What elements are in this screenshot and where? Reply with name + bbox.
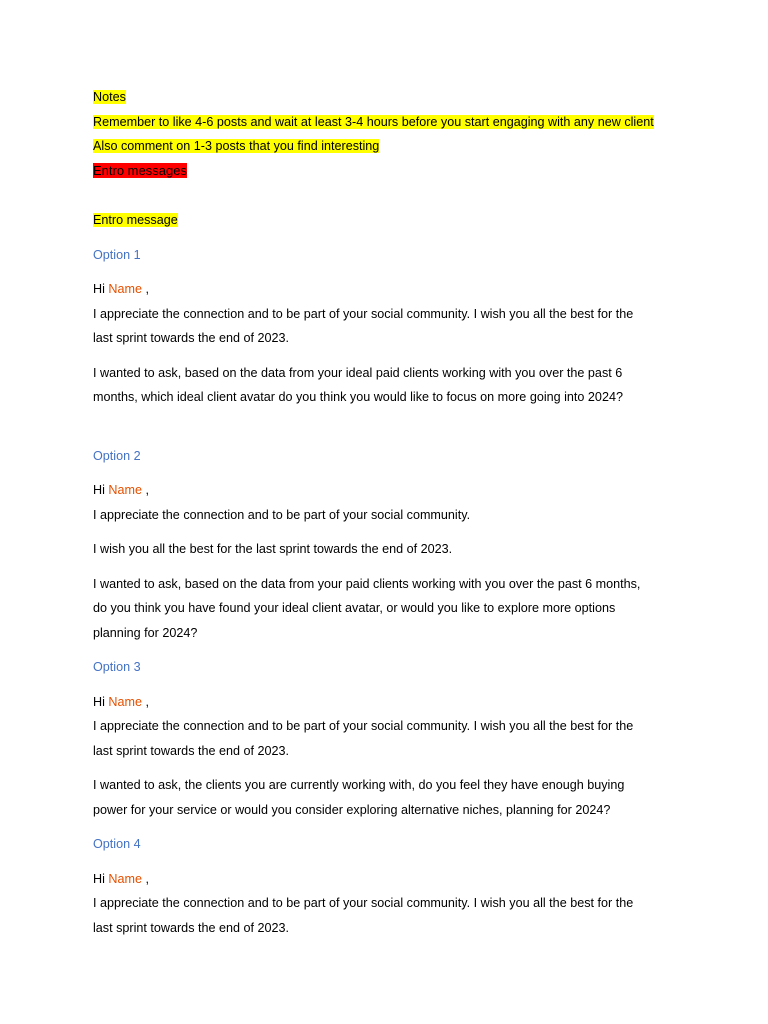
option-2-greeting: Hi Name ,: [93, 483, 149, 497]
document-page: [93, 85, 693, 940]
option-2-body-line: I appreciate the connection and to be part of your social community.: [93, 507, 471, 522]
option-3-greeting: Hi Name ,: [93, 694, 149, 709]
recipient-name-placeholder: Name: [108, 483, 142, 497]
option-1-greeting: Hi Name ,: [93, 282, 149, 296]
notes-heading: Notes: [93, 90, 126, 104]
option-2-question-line: I wanted to ask, based on the data from your paid clients working with you over the past 6 months,: [93, 576, 641, 591]
option-1-question-line: months, which ideal client avatar do you think you would like to focus on more going into 2024?: [93, 390, 623, 404]
option-1-label: Option 1: [93, 247, 141, 262]
option-4-body-line: I appreciate the connection and to be part of your social community. I wish you all the best for the: [93, 896, 634, 910]
option-2-question-line: planning for 2024?: [93, 625, 198, 640]
option-1-body-line: last sprint towards the end of 2023.: [93, 331, 290, 345]
option-1-question-line: I wanted to ask, based on the data from your ideal paid clients working with you over the past 6: [93, 365, 623, 380]
option-1-body-line: I appreciate the connection and to be part of your social community. I wish you all the best for the: [93, 306, 634, 321]
entro-messages-heading: Entro messages: [93, 162, 187, 178]
notes-line-1: Remember to like 4-6 posts and wait at least 3-4 hours before you start engaging with any new client: [93, 114, 654, 129]
option-3-question-line: power for your service or would you consider exploring alternative niches, planning for 2024?: [93, 802, 611, 817]
option-3-body-line: last sprint towards the end of 2023.: [93, 743, 290, 758]
notes-line-2: Also comment on 1-3 posts that you find interesting: [93, 139, 380, 153]
recipient-name-placeholder: Name: [108, 694, 142, 709]
option-2-body-line: I wish you all the best for the last sprint towards the end of 2023.: [93, 542, 453, 556]
entro-message-heading: Entro message: [93, 213, 178, 227]
option-2-label: Option 2: [93, 448, 141, 463]
option-4-greeting: Hi Name ,: [93, 871, 149, 886]
recipient-name-placeholder: Name: [108, 282, 142, 296]
option-2-question-line: do you think you have found your ideal client avatar, or would you like to explore more options: [93, 601, 616, 615]
option-4-label: Option 4: [93, 837, 141, 851]
option-3-question-line: I wanted to ask, the clients you are currently working with, do you feel they have enough buying: [93, 778, 625, 792]
recipient-name-placeholder: Name: [108, 871, 142, 886]
option-3-body-line: I appreciate the connection and to be part of your social community. I wish you all the best for the: [93, 719, 634, 733]
option-3-label: Option 3: [93, 660, 141, 674]
option-4-body-line: last sprint towards the end of 2023.: [93, 920, 290, 935]
